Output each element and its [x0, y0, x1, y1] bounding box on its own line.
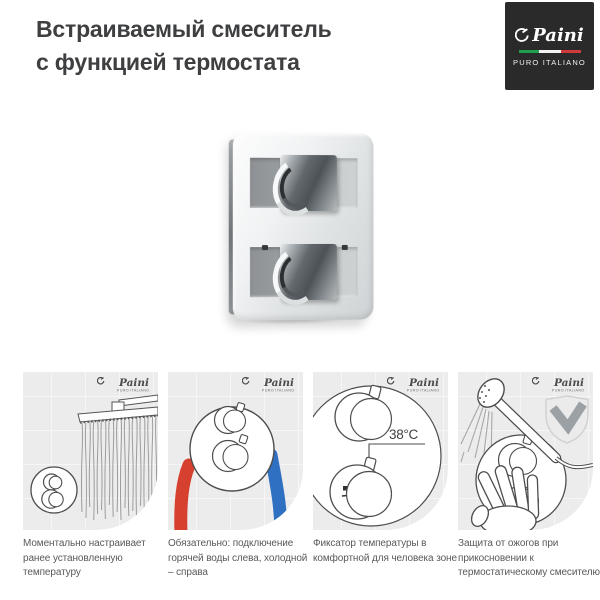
shield-check-icon	[546, 396, 588, 443]
features-row	[23, 372, 600, 581]
feature-card-instant-temperature	[23, 372, 158, 581]
temperature-lock-drawing	[313, 372, 448, 530]
paini-glyph-icon	[97, 377, 105, 385]
feature-caption: Обязательно: подключение горячей воды слева, холодной – справа	[168, 538, 308, 578]
feature-card-hot-left-cold-right	[168, 372, 308, 581]
mini-brand-name: Paini	[263, 377, 294, 389]
mini-brand-name: Paini	[408, 377, 439, 389]
mini-brand-tagline: PURO ITALIANO	[406, 389, 439, 393]
brand-logo	[505, 2, 594, 90]
feature-card-burn-protection	[458, 372, 600, 581]
water-spray	[81, 415, 156, 520]
feature-illustration-hoses	[168, 372, 303, 530]
feature-illustration-temperature	[313, 372, 448, 530]
hoses-drawing	[168, 372, 303, 530]
paini-glyph-icon	[242, 377, 250, 385]
title-line-2: с функцией термостата	[36, 49, 300, 75]
mini-brand-logo	[387, 377, 439, 395]
product-knob-bottom	[280, 244, 337, 300]
mixer-dial	[31, 467, 77, 513]
mixer-dial	[190, 402, 274, 491]
feature-card-temperature-lock	[313, 372, 457, 581]
brand-name: Paini	[532, 25, 584, 46]
temperature-label: 38°C	[389, 427, 418, 442]
paini-glyph-icon	[515, 28, 530, 43]
rain-shower-drawing	[23, 372, 158, 530]
mount-slot-left	[262, 245, 268, 250]
feature-caption: Фиксатор температуры в комфортной для человека зоне	[313, 538, 457, 564]
title-line-1: Встраиваемый смеситель	[36, 16, 332, 42]
paini-glyph-icon	[387, 377, 395, 385]
mini-brand-logo	[532, 377, 584, 395]
cold-water-hose	[271, 455, 281, 530]
mini-brand-name: Paini	[553, 377, 584, 389]
mini-brand-tagline: PURO ITALIANO	[261, 389, 294, 393]
feature-illustration-rain-shower	[23, 372, 158, 530]
mini-brand-logo	[242, 377, 294, 395]
product-image	[233, 132, 374, 320]
mini-brand-logo	[97, 377, 149, 395]
feature-caption: Моментально настраивает ранее установленную температуру	[23, 538, 146, 578]
feature-illustration-burn-protection	[458, 372, 593, 530]
product-plate	[233, 132, 374, 320]
burn-protection-drawing	[458, 372, 593, 530]
mini-brand-tagline: PURO ITALIANO	[551, 389, 584, 393]
brand-name-row	[515, 25, 583, 46]
rain-shower-head	[78, 395, 158, 423]
hot-water-hose	[181, 465, 189, 530]
paini-glyph-icon	[532, 377, 540, 385]
brand-tagline: PURO ITALIANO	[513, 58, 586, 67]
product-knob-top	[280, 155, 337, 211]
feature-caption: Защита от ожогов при прикосновении к термостатическому смесителю	[458, 538, 600, 578]
page-title	[36, 13, 332, 79]
mount-slot-right	[342, 245, 348, 250]
italian-flag-divider	[519, 50, 581, 53]
mini-brand-tagline: PURO ITALIANO	[116, 389, 149, 393]
mini-brand-name: Paini	[118, 377, 149, 389]
